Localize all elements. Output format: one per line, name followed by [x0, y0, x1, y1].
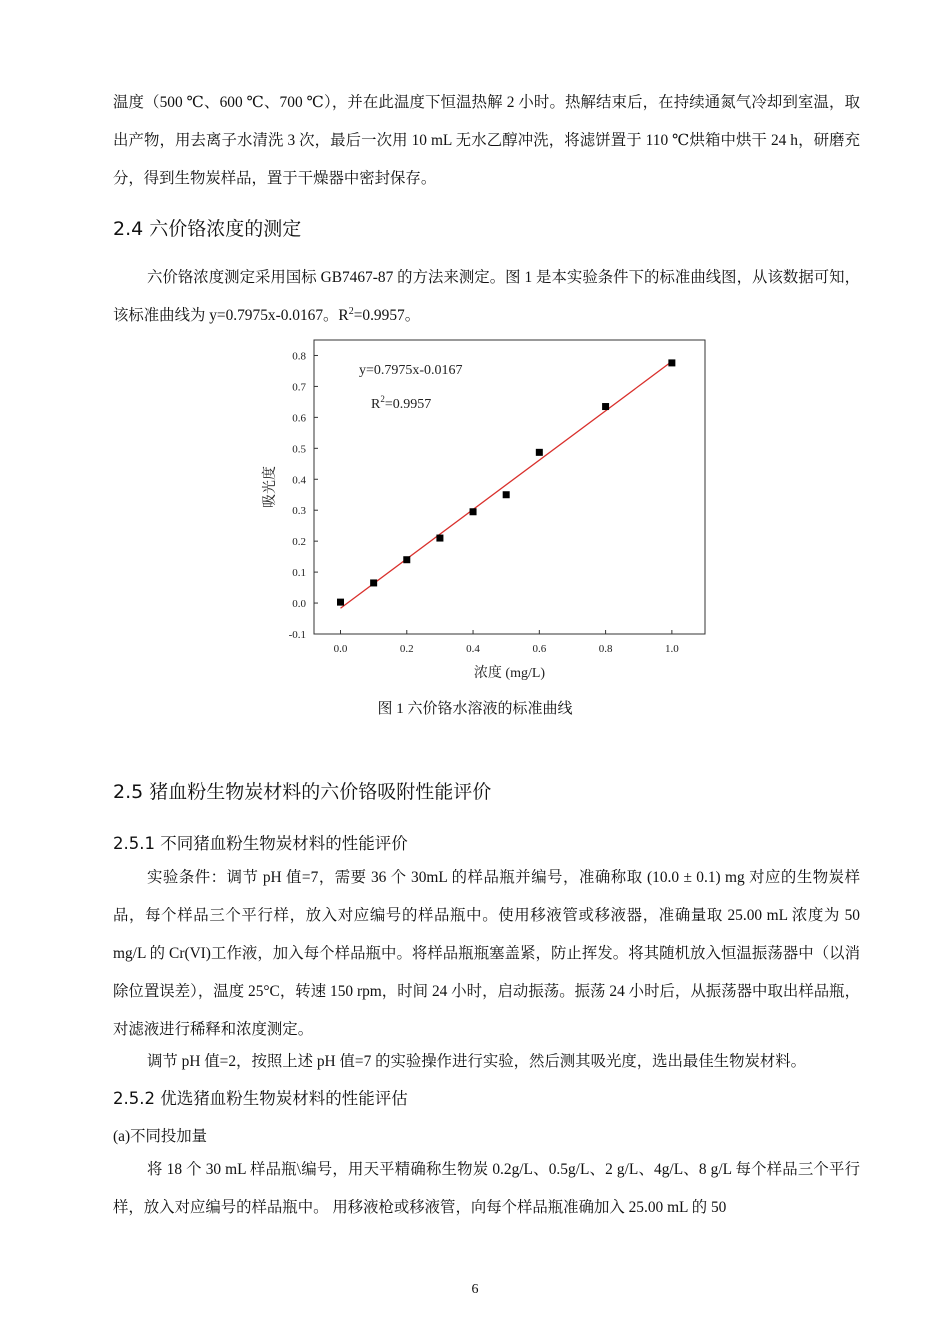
data-point [403, 556, 410, 563]
subsection-heading-2-5-2: 2.5.2 优选猪血粉生物炭材料的性能评估 [113, 1089, 408, 1108]
y-axis-label: 吸光度 [263, 466, 278, 508]
r-squared-label: $R^2=0.9957$ [371, 394, 432, 412]
data-point [436, 535, 443, 542]
body-paragraph: 将 18 个 30 mL 样品瓶\编号，用天平精确称生物炭 0.2g/L、0.5g/L、2 g/L、4g/L、8 g/L 每个样品三个平行样，放入对应编号的样品瓶中。 用移液枪或移液管，向每个样品瓶准确加入 25.00 mL 的 50 [113, 1161, 860, 1216]
y-tick-label: 0.7 [292, 381, 306, 394]
y-tick-label: 0.3 [292, 505, 306, 518]
x-axis-label: 浓度 (mg/L) [473, 666, 546, 681]
figure-caption: 图 1 六价铬水溶液的标准曲线 [377, 701, 573, 717]
data-point [536, 449, 543, 456]
x-tick-label: 0.8 [598, 643, 613, 655]
body-paragraph [113, 259, 860, 335]
data-point [370, 579, 377, 586]
y-tick-label: 0.4 [292, 474, 306, 487]
x-tick-label: 1.0 [664, 643, 679, 655]
superscript: 2 [348, 305, 354, 317]
section-heading-2-5: 2.5 猪血粉生物炭材料的六价铬吸附性能评价 [113, 781, 492, 803]
y-tick-label: 0.2 [292, 536, 306, 549]
x-tick-label: 0.6 [532, 643, 547, 655]
data-point [602, 403, 609, 410]
y-tick-label: 0.1 [292, 567, 306, 580]
body-paragraph: 实验条件：调节 pH 值=7，需要 36 个 30mL 的样品瓶并编号，准确称取 (10.0 ± 0.1) mg 对应的生物炭样品，每个样品三个平行样，放入对应编号的样品瓶中。使用移液管或移液器，准确量取 25.00 mL 浓度为 50 mg/L 的 Cr(VI)工作液，加入每个样品瓶中。将样品瓶瓶塞盖紧，防止挥发。将其随机放入恒温振荡器中（以消除位置误差），温度 25°C，转速 150 rpm，时间 24 小时，启动振荡。振荡 24 小时后，从振荡器中取出样品瓶，对滤液进行稀释和浓度测定。 [113, 869, 860, 1038]
subsection-heading-2-5-1: 2.5.1 不同猪血粉生物炭材料的性能评价 [113, 834, 408, 853]
calibration-chart [252, 335, 722, 685]
equation-label: y=0.7975x-0.0167 [359, 363, 463, 378]
data-point [470, 508, 477, 515]
y-tick-label: -0.1 [288, 629, 306, 641]
body-paragraph: 调节 pH 值=2，按照上述 pH 值=7 的实验操作进行实验，然后测其吸光度，选出最佳生物炭材料。 [147, 1053, 807, 1070]
x-tick-label: 0.0 [333, 643, 348, 655]
plot-frame [314, 340, 705, 634]
y-tick-label: 0.0 [292, 598, 306, 611]
y-tick-label: 0.6 [292, 412, 306, 425]
list-item-label: (a)不同投加量 [113, 1128, 208, 1145]
paragraph-text: =0.9957。 [353, 307, 421, 324]
page-number: 6 [471, 1282, 479, 1297]
data-point [337, 599, 344, 606]
body-paragraph: 温度（500 ℃、600 ℃、700 ℃），并在此温度下恒温热解 2 小时。热解结束后，在持续通氮气冷却到室温，取出产物，用去离子水清洗 3 次，最后一次用 10 mL 无水乙醇冲洗，将滤饼置于 110 ℃烘箱中烘干 24 h，研磨充分，得到生物炭样品，置于干燥器中密封保存。 [113, 94, 860, 187]
x-tick-label: 0.2 [399, 643, 414, 655]
paragraph-text: 六价铬浓度测定采用国标 GB7467-87 的方法来测定。图 1 是本实验条件下的标准曲线图，从该数据可知，该标准曲线为 y=0.7975x-0.0167。R [113, 269, 860, 324]
y-tick-label: 0.8 [292, 350, 306, 363]
section-heading-2-4: 2.4 六价铬浓度的测定 [113, 218, 302, 240]
data-point [503, 491, 510, 498]
data-point [668, 359, 675, 366]
y-tick-label: 0.5 [292, 443, 306, 456]
x-tick-label: 0.4 [466, 643, 480, 655]
